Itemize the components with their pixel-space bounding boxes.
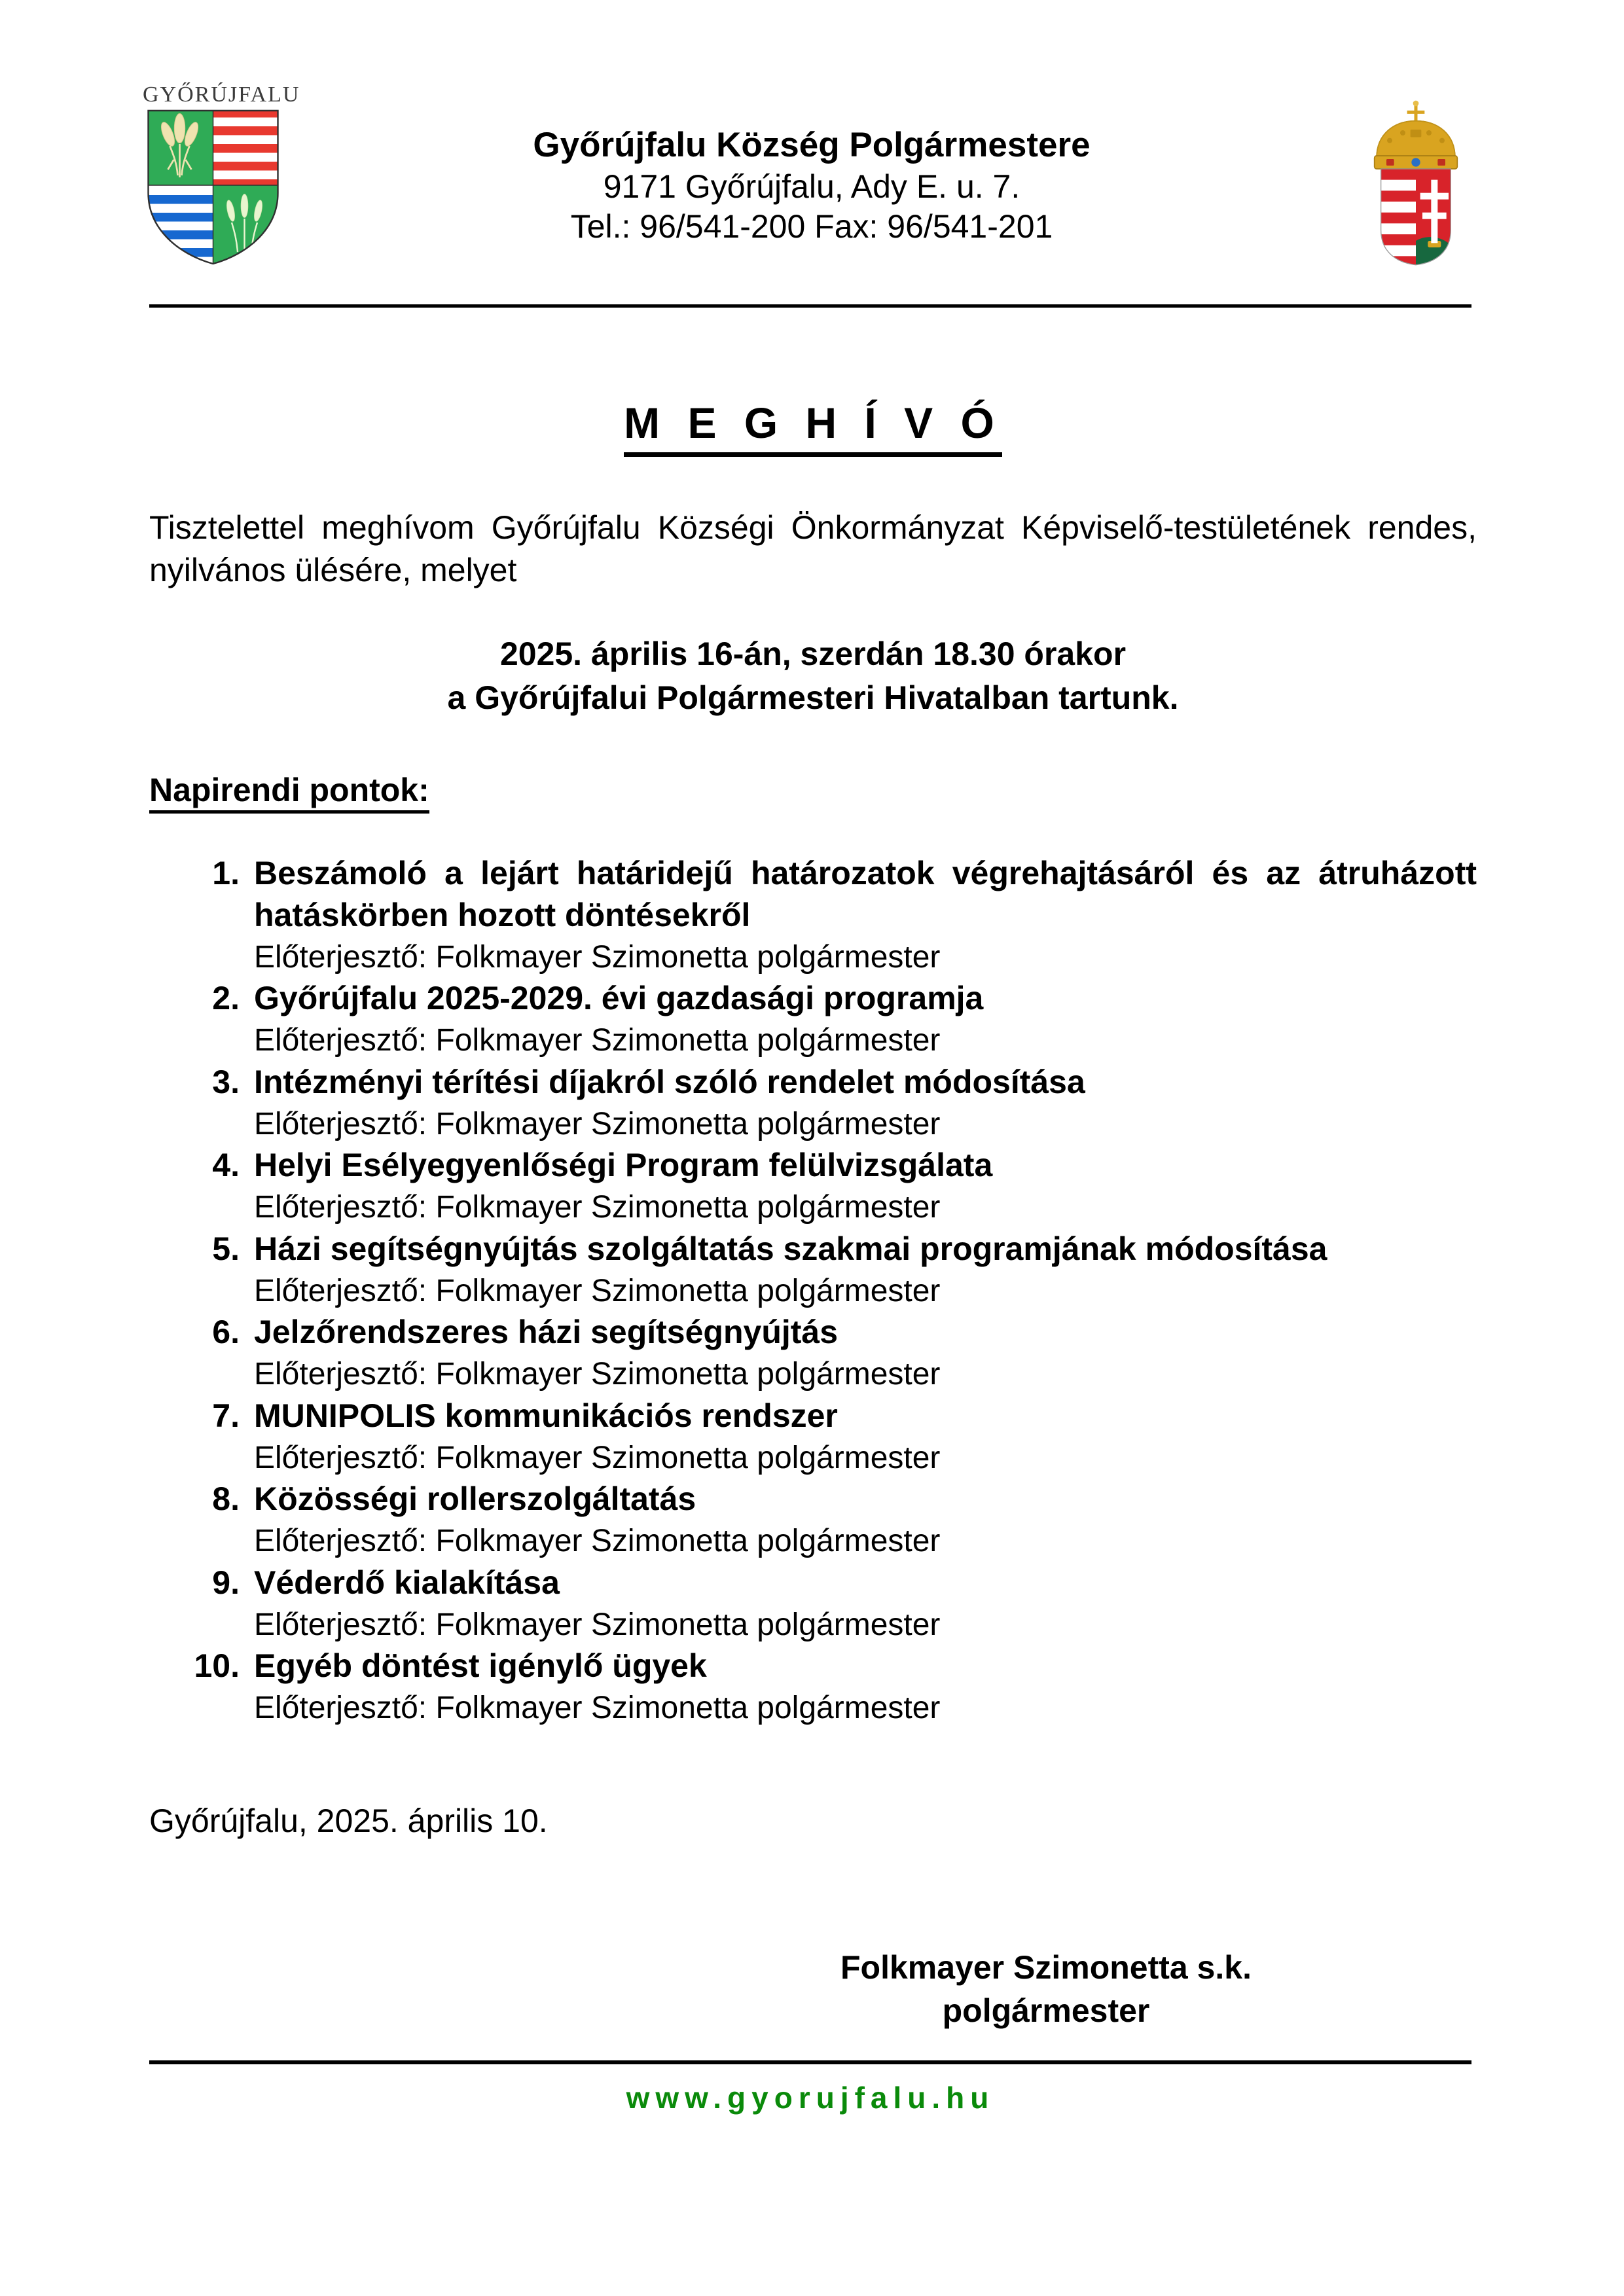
- agenda-item-presenter: Előterjesztő: Folkmayer Szimonetta polgármester: [254, 1690, 941, 1725]
- meeting-date-line: 2025. április 16-án, szerdán 18.30 órakor: [499, 636, 1127, 672]
- agenda-item-title: Házi segítségnyújtás szolgáltatás szakmai programjának módosítása: [254, 1230, 1327, 1267]
- agenda-item: [149, 1395, 1477, 1478]
- village-crest-label: GYŐRÚJFALU: [143, 82, 300, 107]
- agenda-item-presenter: Előterjesztő: Folkmayer Szimonetta polgármester: [254, 1357, 941, 1392]
- agenda-item-number: 10.: [194, 1647, 240, 1684]
- agenda-item-presenter: Előterjesztő: Folkmayer Szimonetta polgármester: [254, 1023, 941, 1058]
- agenda-list: [149, 852, 1477, 1728]
- invitation-intro-paragraph: Tisztelettel meghívom Győrújfalu Községi Önkormányzat Képviselő-testületének rendes, nyilvános ülésére, melyet: [149, 509, 1477, 588]
- signature-role: polgármester: [942, 1992, 1150, 2030]
- agenda-item-title: Jelzőrendszeres házi segítségnyújtás: [254, 1314, 839, 1351]
- agenda-item-presenter: Előterjesztő: Folkmayer Szimonetta polgármester: [254, 1273, 941, 1308]
- agenda-item: [149, 1645, 1477, 1728]
- agenda-item-title: Intézményi térítési díjakról szóló rendelet módosítása: [254, 1063, 1085, 1100]
- footer-divider-rule: [149, 2060, 1471, 2064]
- agenda-item: [149, 1061, 1477, 1144]
- agenda-item-presenter: Előterjesztő: Folkmayer Szimonetta polgármester: [254, 1190, 941, 1225]
- agenda-item-number: 9.: [212, 1564, 240, 1601]
- place-and-date: Győrújfalu, 2025. április 10.: [149, 1803, 548, 1840]
- agenda-item-number: 3.: [212, 1063, 240, 1100]
- agenda-item-title: Beszámoló a lejárt határidejű határozatok végrehajtásáról és az átruházott hatáskörben hozott döntésekről: [254, 855, 1477, 933]
- agenda-item: [149, 1144, 1477, 1227]
- agenda-item-number: 5.: [212, 1230, 240, 1267]
- footer-website-url[interactable]: www.gyorujfalu.hu: [626, 2081, 995, 2115]
- village-shield-icon: [143, 109, 283, 266]
- page-title-text: M E G H Í V Ó: [624, 399, 1002, 457]
- agenda-item-title: MUNIPOLIS kommunikációs rendszer: [254, 1397, 838, 1434]
- agenda-item: [149, 1311, 1477, 1394]
- signature-name: Folkmayer Szimonetta s.k.: [840, 1949, 1252, 1986]
- agenda-item-title: Közösségi rollerszolgáltatás: [254, 1480, 696, 1518]
- agenda-item-number: 8.: [212, 1480, 240, 1518]
- agenda-item: [149, 1478, 1477, 1561]
- signature-block: [810, 1946, 1282, 2032]
- agenda-item-number: 2.: [212, 980, 240, 1017]
- organization-title: Győrújfalu Község Polgármestere: [533, 126, 1091, 164]
- agenda-item-number: 7.: [212, 1397, 240, 1434]
- agenda-item-presenter: Előterjesztő: Folkmayer Szimonetta polgármester: [254, 1440, 941, 1475]
- agenda-item-title: Véderdő kialakítása: [254, 1564, 560, 1601]
- header-divider-rule: [149, 304, 1471, 308]
- page-title: [149, 398, 1477, 450]
- agenda-item-number: 6.: [212, 1314, 240, 1351]
- hungary-coat-of-arms: [1350, 97, 1481, 267]
- agenda-item-presenter: Előterjesztő: Folkmayer Szimonetta polgármester: [254, 1607, 941, 1642]
- agenda-item-title: Győrújfalu 2025-2029. évi gazdasági programja: [254, 980, 984, 1017]
- agenda-item-presenter: Előterjesztő: Folkmayer Szimonetta polgármester: [254, 1524, 941, 1559]
- agenda-item-title: Egyéb döntést igénylő ügyek: [254, 1647, 707, 1684]
- agenda-item: [149, 1228, 1477, 1311]
- agenda-item-title: Helyi Esélyegyenlőségi Program felülvizsgálata: [254, 1147, 993, 1184]
- meeting-place-line: a Győrújfalui Polgármesteri Hivatalban tartunk.: [447, 679, 1179, 716]
- agenda-item-presenter: Előterjesztő: Folkmayer Szimonetta polgármester: [254, 940, 941, 975]
- organization-phone-fax: Tel.: 96/541-200 Fax: 96/541-201: [570, 207, 1053, 245]
- agenda-item-number: 4.: [212, 1147, 240, 1184]
- agenda-item: [149, 1562, 1477, 1645]
- agenda-item-number: 1.: [212, 855, 240, 891]
- gyorujfalu-village-coat-of-arms: [143, 82, 300, 267]
- agenda-item: [149, 977, 1477, 1060]
- meeting-details-block: [149, 632, 1477, 720]
- agenda-item-presenter: Előterjesztő: Folkmayer Szimonetta polgármester: [254, 1106, 941, 1141]
- agenda-heading: [149, 771, 1477, 809]
- agenda-item: [149, 852, 1477, 977]
- header-text-block: [406, 124, 1218, 247]
- document-body: [149, 367, 1477, 2032]
- hungary-coat-of-arms-icon: [1350, 97, 1481, 267]
- organization-address: 9171 Győrújfalu, Ady E. u. 7.: [603, 168, 1020, 205]
- agenda-heading-text: Napirendi pontok:: [149, 772, 429, 814]
